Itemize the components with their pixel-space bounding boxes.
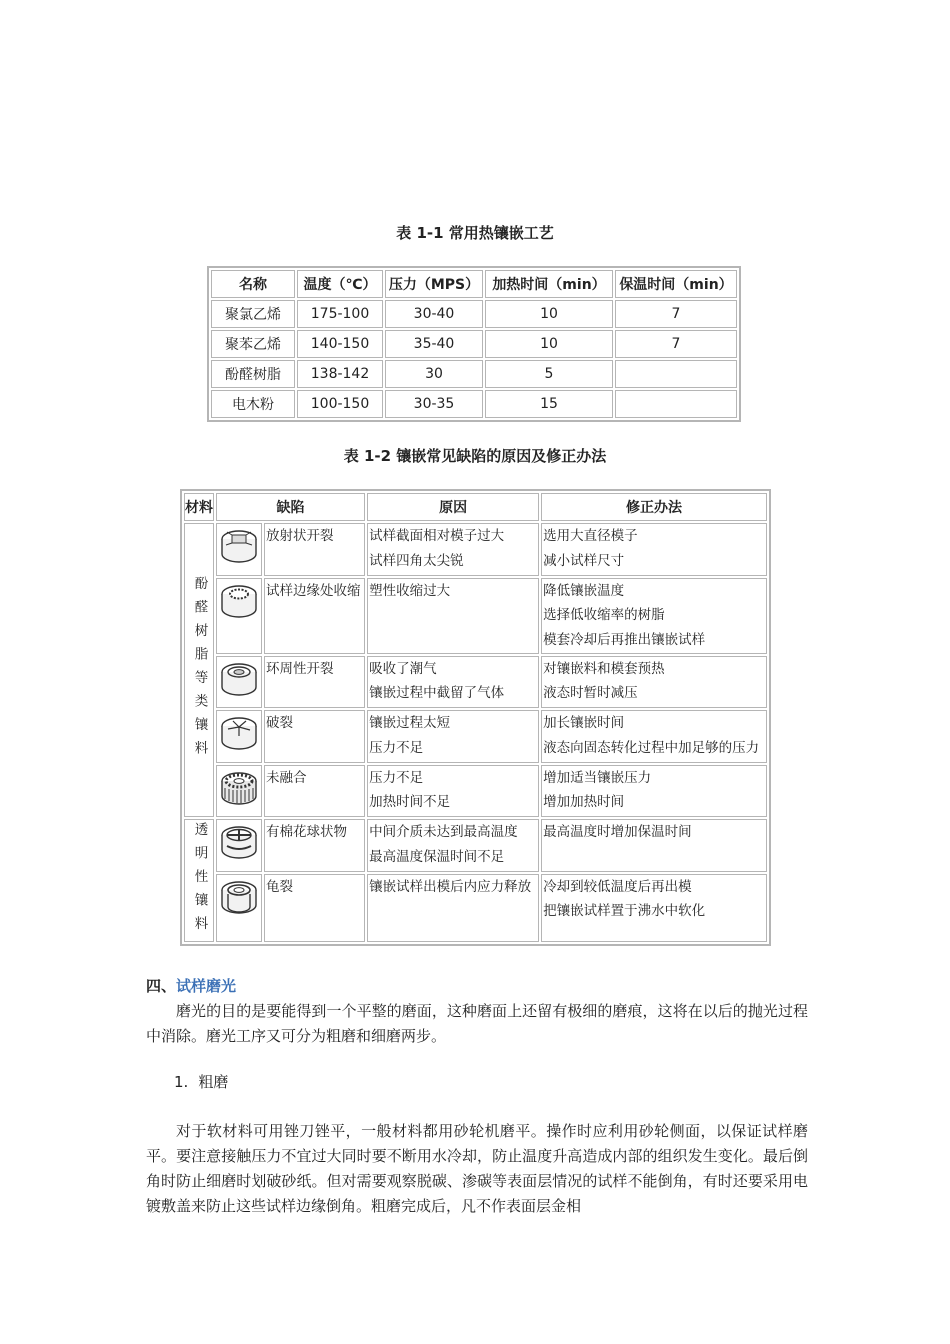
body-paragraph: 对于软材料可用锉刀锉平，一般材料都用砂轮机磨平。操作时应利用砂轮侧面，以保证试样磨平。要注意接触压力不宜过大同时要不断用水冷却，防止温度升高造成内部的组织发生变化。最后倒角时防止细磨时划破砂纸。但对需要观察脱碳、渗碳等表面层情况的试样不能倒角，有时还要采用电镀敷盖来防止这些试样边缘倒角。粗磨完成后，凡不作表面层金相 xyxy=(146,1122,808,1215)
table-row xyxy=(184,710,767,763)
header-defect: 缺陷 xyxy=(216,493,365,521)
fix-line: 降低镶嵌温度 xyxy=(543,582,625,599)
table-row xyxy=(184,765,767,818)
section-title-link[interactable]: 试样磨光 xyxy=(176,977,237,995)
cell-heating-time: 10 xyxy=(485,300,613,328)
table-row xyxy=(184,523,767,576)
cause-cell xyxy=(367,819,539,872)
fix-cell xyxy=(541,819,767,872)
fix-cell xyxy=(541,874,767,942)
table-row xyxy=(184,578,767,654)
cell-temperature: 100-150 xyxy=(297,390,383,418)
crazing-specimen-icon xyxy=(216,874,262,942)
table-hot-mounting-process xyxy=(207,266,741,422)
cause-line: 压力不足 xyxy=(369,739,424,756)
defect-label: 放射状开裂 xyxy=(264,523,365,576)
intro-paragraph: 磨光的目的是要能得到一个平整的磨面，这种磨面上还留有极细的磨痕，这将在以后的抛光过程中消除。磨光工序又可分为粗磨和细磨两步。 xyxy=(146,1002,808,1045)
cause-cell xyxy=(367,656,539,709)
fix-cell xyxy=(541,578,767,654)
fracture-specimen-icon xyxy=(216,710,262,763)
fix-line: 液态向固态转化过程中加足够的压力 xyxy=(543,739,760,756)
cell-holding-time: 7 xyxy=(615,330,737,358)
cause-line: 试样截面相对模子过大 xyxy=(369,528,505,544)
cause-cell xyxy=(367,710,539,763)
cell-name: 聚苯乙烯 xyxy=(211,330,295,358)
defect-label: 有棉花球状物 xyxy=(264,819,365,872)
header-holding-time: 保温时间（min） xyxy=(615,270,737,298)
cell-pressure: 30 xyxy=(385,360,483,388)
cause-line: 镶嵌试样出模后内应力释放 xyxy=(369,878,532,895)
cause-line: 镶嵌过程中截留了气体 xyxy=(369,685,505,701)
fix-line: 把镶嵌试样置于沸水中软化 xyxy=(543,903,706,919)
fix-line: 液态时暂时减压 xyxy=(543,685,638,701)
header-pressure: 压力（MPS） xyxy=(385,270,483,298)
fix-line: 减小试样尺寸 xyxy=(543,552,625,569)
cell-pressure: 35-40 xyxy=(385,330,483,358)
fix-line: 模套冷却后再推出镶嵌试样 xyxy=(543,631,706,648)
material-phenolic: 酚醛树脂等类镶料 xyxy=(184,523,214,817)
table-row xyxy=(211,360,737,388)
cell-heating-time: 10 xyxy=(485,330,613,358)
subsection-number: 1. xyxy=(174,1073,189,1091)
cell-pressure: 30-40 xyxy=(385,300,483,328)
defect-label: 试样边缘处收缩 xyxy=(264,578,365,654)
header-heating-time: 加热时间（min） xyxy=(485,270,613,298)
cell-temperature: 138-142 xyxy=(297,360,383,388)
fix-line: 冷却到较低温度后再出模 xyxy=(543,878,692,895)
fix-line: 最高温度时增加保温时间 xyxy=(543,824,692,840)
cause-cell xyxy=(367,874,539,942)
cause-line: 中间介质未达到最高温度 xyxy=(369,824,518,840)
table-row xyxy=(184,819,767,872)
table-header-row xyxy=(211,270,737,298)
cell-holding-time xyxy=(615,390,737,418)
cell-name: 酚醛树脂 xyxy=(211,360,295,388)
edge-shrink-specimen-icon xyxy=(216,578,262,654)
fix-line: 增加适当镶嵌压力 xyxy=(543,769,652,786)
table-header-row xyxy=(184,493,767,521)
fix-line: 加长镶嵌时间 xyxy=(543,715,625,731)
cell-name: 电木粉 xyxy=(211,390,295,418)
cause-line: 塑性收缩过大 xyxy=(369,582,451,599)
defect-label: 破裂 xyxy=(264,710,365,763)
table-row xyxy=(211,300,737,328)
header-material: 材料 xyxy=(184,493,214,521)
cause-cell xyxy=(367,578,539,654)
cell-holding-time: 7 xyxy=(615,300,737,328)
table1-caption: 表 1-1 常用热镶嵌工艺 xyxy=(396,224,554,242)
header-cause: 原因 xyxy=(367,493,539,521)
cell-temperature: 140-150 xyxy=(297,330,383,358)
table-row xyxy=(184,874,767,942)
fix-line: 对镶嵌料和模套预热 xyxy=(543,660,665,677)
cell-heating-time: 15 xyxy=(485,390,613,418)
fix-line: 选用大直径模子 xyxy=(543,528,638,544)
cause-line: 试样四角太尖锐 xyxy=(369,552,464,569)
defect-label: 环周性开裂 xyxy=(264,656,365,709)
cause-cell xyxy=(367,523,539,576)
cell-heating-time: 5 xyxy=(485,360,613,388)
header-temperature: 温度（℃） xyxy=(297,270,383,298)
table2-caption: 表 1-2 镶嵌常见缺陷的原因及修正办法 xyxy=(343,447,607,465)
cause-line: 镶嵌过程太短 xyxy=(369,715,451,731)
cause-line: 加热时间不足 xyxy=(369,794,451,810)
cell-temperature: 175-100 xyxy=(297,300,383,328)
table-mounting-defects xyxy=(180,489,771,946)
fix-line: 选择低收缩率的树脂 xyxy=(543,607,665,623)
header-fix: 修正办法 xyxy=(541,493,767,521)
table-row xyxy=(211,330,737,358)
table-row xyxy=(184,656,767,709)
cell-name: 聚氯乙烯 xyxy=(211,300,295,328)
fix-cell xyxy=(541,710,767,763)
cause-cell xyxy=(367,765,539,818)
radial-crack-specimen-icon xyxy=(216,523,262,576)
fix-line: 增加加热时间 xyxy=(543,794,625,810)
cotton-ball-specimen-icon xyxy=(216,819,262,872)
fix-cell xyxy=(541,523,767,576)
table-row xyxy=(211,390,737,418)
subsection-title: 粗磨 xyxy=(198,1073,229,1091)
circumferential-crack-specimen-icon xyxy=(216,656,262,709)
defect-label: 未融合 xyxy=(264,765,365,818)
subsection-heading xyxy=(174,1071,228,1092)
cause-line: 吸收了潮气 xyxy=(369,660,437,677)
fix-cell xyxy=(541,656,767,709)
header-name: 名称 xyxy=(211,270,295,298)
cause-line: 最高温度保温时间不足 xyxy=(369,848,505,865)
section-prefix: 四、 xyxy=(146,977,177,995)
material-transparent: 透明性镶料 xyxy=(184,819,214,942)
cell-pressure: 30-35 xyxy=(385,390,483,418)
fix-cell xyxy=(541,765,767,818)
unfused-specimen-icon xyxy=(216,765,262,818)
defect-label: 龟裂 xyxy=(264,874,365,942)
section-heading xyxy=(146,975,236,996)
cause-line: 压力不足 xyxy=(369,769,424,786)
cell-holding-time xyxy=(615,360,737,388)
